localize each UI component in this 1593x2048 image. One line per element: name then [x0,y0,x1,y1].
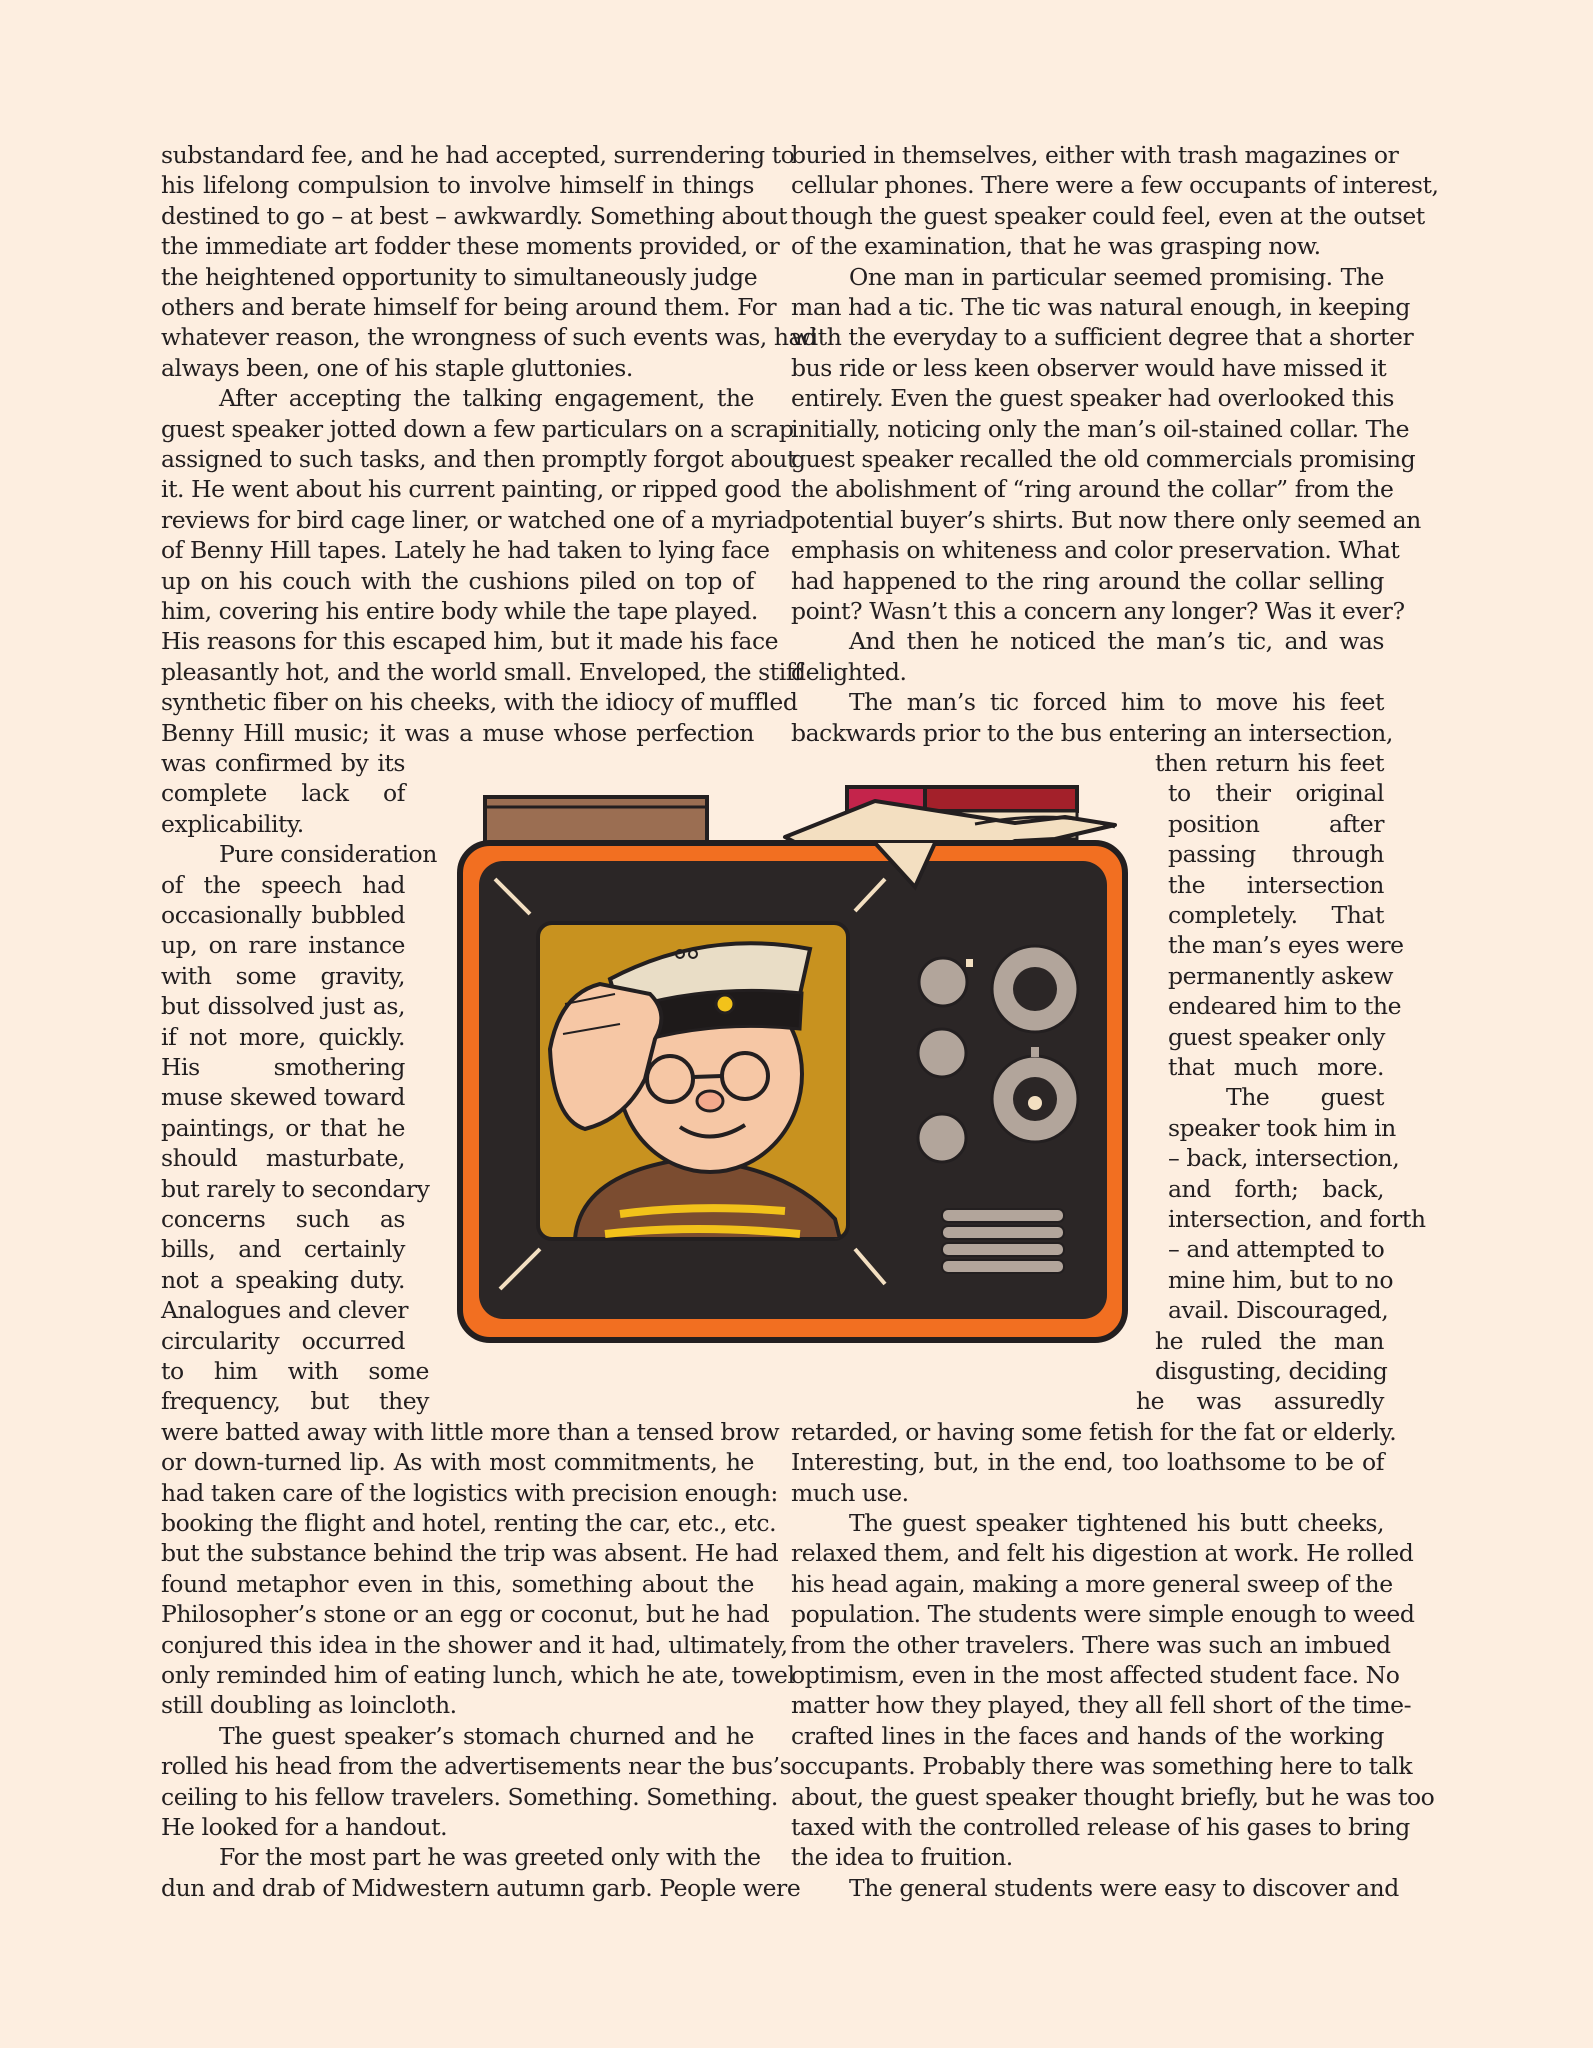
right-wrap-line: guest speaker only [1168,1022,1385,1051]
right-wrap-line: the intersection [1168,870,1384,899]
left-text-line: the immediate art fodder these moments provided, or [161,232,780,261]
knob-left-2 [918,1029,966,1077]
left-text-line: ceiling to his fellow travelers. Something. Something. [161,1782,778,1811]
right-wrap-line: he was assuredly [1136,1387,1384,1416]
left-wrap-line: was confirmed by its [161,749,405,777]
right-text-line: from the other travelers. There was such an imbued [791,1630,1391,1659]
right-text-line: And then he noticed the man’s tic, and was [849,627,1384,656]
right-text-line: the abolishment of “ring around the collar” from the [791,475,1394,504]
left-wrap-line: Pure consideration [219,840,437,869]
right-wrap-line: position after [1168,809,1384,838]
right-text-line: bus ride or less keen observer would have missed it [791,353,1387,382]
right-text-line: The man’s tic forced him to move his feet [849,688,1384,717]
right-wrap-line: the man’s eyes were [1168,931,1404,960]
left-text-line: him, covering his entire body while the tape played. [161,597,758,625]
tv-set-illustration [455,779,1130,1347]
left-wrap-line: to him with some [161,1357,429,1385]
left-wrap-line: with some gravity, [161,961,405,990]
right-text-line: his head again, making a more general sweep of the [791,1569,1393,1598]
left-text-line: of Benny Hill tapes. Lately he had taken to lying face [161,536,770,565]
left-wrap-line: Analogues and clever [161,1296,409,1325]
left-text-line: dun and drab of Midwestern autumn garb. People were [161,1873,801,1902]
left-wrap-line: frequency, but they [161,1387,429,1416]
left-text-line: the heightened opportunity to simultaneously judge [161,262,758,291]
left-wrap-line: bills, and certainly [161,1235,405,1264]
left-wrap-line: complete lack of [161,779,405,808]
left-text-line: found metaphor even in this, something about the [161,1569,754,1598]
left-text-line: always been, one of his staple gluttonies. [161,353,633,382]
knob-left-3 [918,1114,966,1162]
right-text-line: Interesting, but, in the end, too loathsome to be of [791,1448,1384,1477]
left-wrap-line: not a speaking duty. [161,1265,405,1294]
right-text-line: delighted. [791,657,907,686]
right-text-line: taxed with the controlled release of his gases to bring [791,1813,1410,1841]
left-text-line: He looked for a handout. [161,1813,448,1841]
left-text-line: whatever reason, the wrongness of such events was, had [161,323,817,352]
right-wrap-line: intersection, and forth [1168,1205,1426,1233]
right-wrap-line: speaker took him in [1168,1113,1396,1142]
right-wrap-line: that much more. [1168,1053,1384,1081]
left-wrap-line: of the speech had [161,870,405,899]
left-wrap-line: occasionally bubbled [161,901,405,929]
right-text-line: The guest speaker tightened his butt cheeks, [849,1509,1384,1537]
right-text-line: entirely. Even the guest speaker had overlooked this [791,384,1395,413]
left-text-line: synthetic fiber on his cheeks, with the idiocy of muffled [161,688,798,717]
left-text-line: booking the flight and hotel, renting the car, etc., etc. [161,1509,777,1537]
right-wrap-line: disgusting, deciding [1155,1357,1388,1385]
right-text-line: optimism, even in the most affected student face. No [791,1661,1400,1689]
right-text-line: relaxed them, and felt his digestion at work. He rolled [791,1539,1414,1568]
left-text-line: His reasons for this escaped him, but it made his face [161,627,779,656]
left-text-line: only reminded him of eating lunch, which he ate, towel [161,1661,795,1689]
right-wrap-line: mine him, but to no [1168,1265,1394,1294]
left-text-line: destined to go – at best – awkwardly. Something about [161,201,788,230]
right-wrap-line: – and attempted to [1168,1235,1385,1264]
left-text-line: rolled his head from the advertisements near the bus’s [161,1752,792,1781]
left-wrap-line: circularity occurred [161,1326,405,1355]
left-text-line: his lifelong compulsion to involve himself in things [161,171,754,200]
right-text-line: matter how they played, they all fell short of the time- [791,1691,1412,1720]
right-text-line: with the everyday to a sufficient degree that a shorter [791,323,1414,352]
left-text-line: After accepting the talking engagement, the [219,384,754,413]
right-text-line: initially, noticing only the man’s oil-stained collar. The [791,414,1410,443]
right-text-line: cellular phones. There were a few occupants of interest, [791,171,1439,200]
right-text-line: The general students were easy to discover and [849,1873,1399,1902]
left-wrap-line: concerns such as [161,1205,405,1233]
left-wrap-line: His smothering [161,1053,405,1081]
right-text-line: much use. [791,1478,909,1507]
left-wrap-line: muse skewed toward [161,1083,405,1112]
left-text-line: The guest speaker’s stomach churned and he [219,1721,754,1750]
left-text-line: others and berate himself for being around them. For [161,293,777,321]
right-text-line: One man in particular seemed promising. The [849,262,1384,291]
right-text-line: guest speaker recalled the old commercials promising [791,445,1416,473]
right-wrap-line: permanently askew [1168,961,1394,990]
right-text-line: backwards prior to the bus entering an intersection, [791,718,1393,747]
left-wrap-line: should masturbate, [161,1144,405,1173]
left-text-line: or down-turned lip. As with most commitments, he [161,1448,754,1477]
left-text-line: guest speaker jotted down a few particulars on a scrap [161,414,794,443]
left-text-line: up on his couch with the cushions piled on top of [161,566,754,595]
left-text-line: pleasantly hot, and the world small. Enveloped, the stiff [161,657,803,686]
right-text-line: buried in themselves, either with trash magazines or [791,141,1399,169]
left-wrap-line: but dissolved just as, [161,992,405,1021]
right-wrap-line: to their original [1168,779,1384,808]
right-wrap-line: and forth; back, [1168,1174,1384,1203]
right-wrap-line: The guest [1226,1083,1384,1112]
right-text-line: crafted lines in the faces and hands of the working [791,1721,1384,1750]
right-text-line: emphasis on whiteness and color preservation. What [791,536,1400,565]
right-wrap-line: avail. Discouraged, [1168,1296,1389,1325]
left-text-line: still doubling as loincloth. [161,1691,457,1720]
left-text-line: reviews for bird cage liner, or watched one of a myriad [161,505,792,534]
knob-left-1 [919,958,967,1006]
right-wrap-line: – back, intersection, [1168,1144,1400,1173]
saluting-man [550,943,840,1239]
left-wrap-line: explicability. [161,809,304,838]
left-text-line: had taken care of the logistics with precision enough: [161,1478,778,1507]
book-right-red [925,787,1077,811]
right-text-line: though the guest speaker could feel, even at the outset [791,201,1425,230]
right-text-line: population. The students were simple enough to weed [791,1600,1415,1629]
left-text-line: but the substance behind the trip was absent. He had [161,1539,779,1568]
right-wrap-line: passing through [1168,840,1384,869]
right-text-line: potential buyer’s shirts. But now there only seemed an [791,505,1421,534]
right-wrap-line: he ruled the man [1155,1326,1384,1355]
right-text-line: had happened to the ring around the collar selling [791,566,1384,595]
left-text-line: assigned to such tasks, and then promptly forgot about [161,445,796,473]
left-text-line: For the most part he was greeted only with the [219,1843,761,1872]
right-wrap-line: endeared him to the [1168,992,1402,1021]
right-wrap-line: completely. That [1168,901,1384,929]
right-text-line: man had a tic. The tic was natural enough, in keeping [791,293,1410,321]
left-text-line: substandard fee, and he had accepted, surrendering to [161,141,795,169]
left-text-line: Philosopher’s stone or an egg or coconut, but he had [161,1600,770,1629]
right-text-line: retarded, or having some fetish for the fat or elderly. [791,1417,1397,1446]
right-text-line: point? Wasn’t this a concern any longer? Was it ever? [791,597,1405,625]
left-text-line: were batted away with little more than a tensed brow [161,1417,780,1446]
right-text-line: the idea to fruition. [791,1843,1013,1872]
right-wrap-line: then return his feet [1155,749,1384,777]
right-text-line: of the examination, that he was grasping now. [791,232,1321,261]
left-text-line: Benny Hill music; it was a muse whose perfection [161,718,754,747]
right-text-line: occupants. Probably there was something here to talk [791,1752,1413,1781]
left-wrap-line: but rarely to secondary [161,1174,430,1203]
left-wrap-line: up, on rare instance [161,931,405,960]
left-text-line: it. He went about his current painting, or ripped good [161,475,781,504]
book-left [485,797,707,843]
left-wrap-line: paintings, or that he [161,1113,405,1142]
right-text-line: about, the guest speaker thought briefly, but he was too [791,1782,1435,1811]
left-text-line: conjured this idea in the shower and it had, ultimately, [161,1630,788,1659]
left-wrap-line: if not more, quickly. [161,1022,405,1051]
